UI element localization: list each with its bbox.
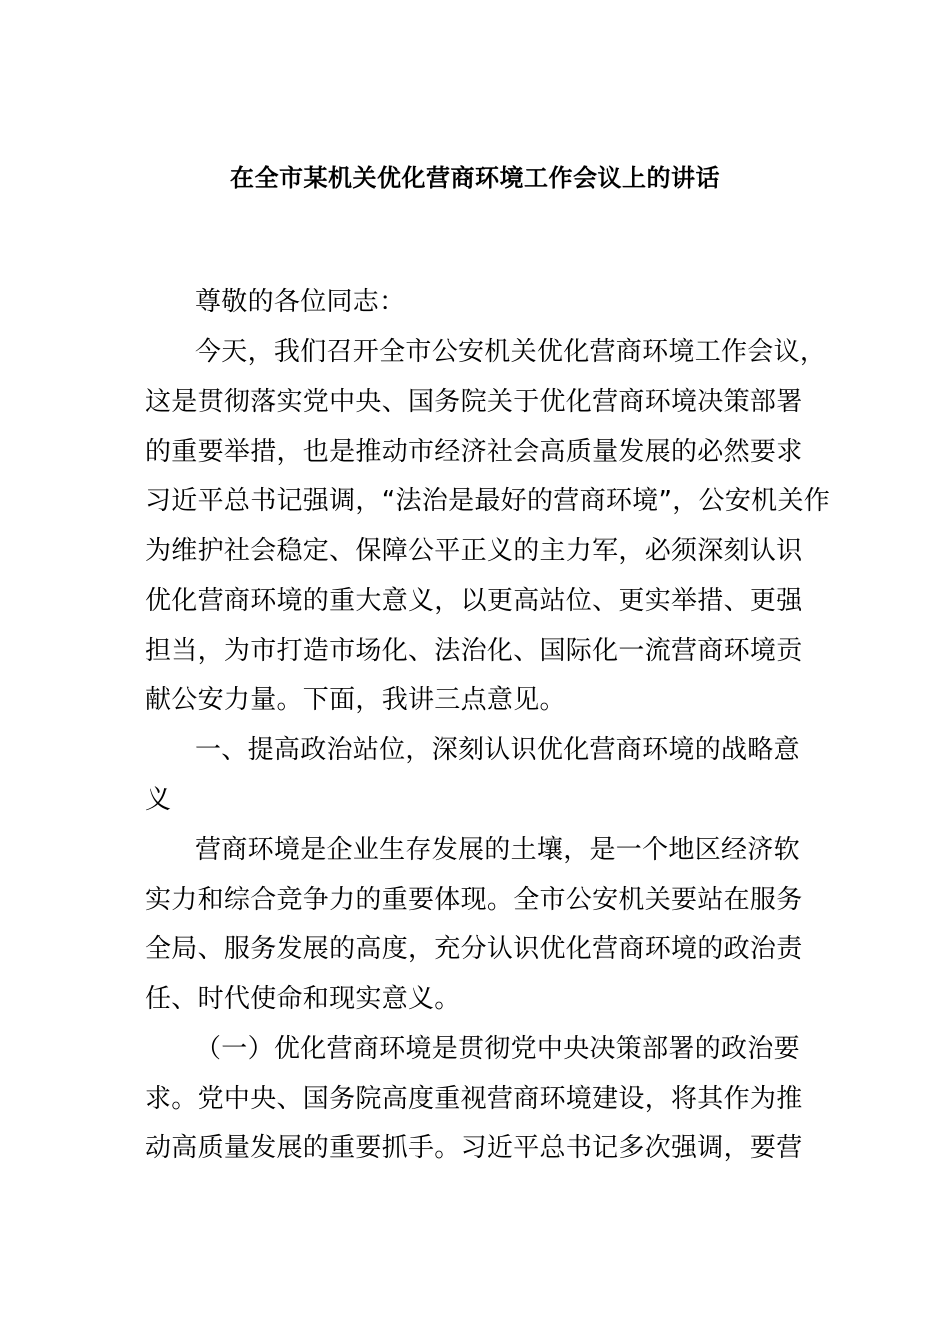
paragraph-line: 担当，为市打造市场化、法治化、国际化一流营商环境贡	[145, 636, 803, 666]
paragraph-line: 动高质量发展的重要抓手。习近平总书记多次强调，要营	[145, 1133, 803, 1163]
paragraph-line: 献公安力量。下面，我讲三点意见。	[145, 685, 566, 715]
document-title: 在全市某机关优化营商环境工作会议上的讲话	[230, 164, 720, 192]
paragraph-line: 为维护社会稳定、保障公平正义的主力军，必须深刻认识	[145, 536, 803, 566]
paragraph-line: 全局、服务发展的高度，充分认识优化营商环境的政治责	[145, 934, 803, 964]
paragraph-line: 这是贯彻落实党中央、国务院关于优化营商环境决策部署	[145, 387, 803, 417]
paragraph-line: 求。党中央、国务院高度重视营商环境建设，将其作为推	[145, 1084, 803, 1114]
paragraph-line: 实力和综合竞争力的重要体现。全市公安机关要站在服务	[145, 885, 803, 915]
subsection-heading: （一）优化营商环境是贯彻党中央决策部署的政治要	[195, 1034, 800, 1064]
section-heading: 义	[145, 785, 172, 815]
salutation: 尊敬的各位同志：	[195, 287, 406, 317]
paragraph-line: 营商环境是企业生存发展的土壤，是一个地区经济软	[195, 835, 800, 865]
paragraph-line: 任、时代使命和现实意义。	[145, 984, 461, 1014]
paragraph-line: 的重要举措，也是推动市经济社会高质量发展的必然要求	[145, 437, 803, 467]
section-heading: 一、提高政治站位，深刻认识优化营商环境的战略意	[195, 735, 800, 765]
paragraph-line: 习近平总书记强调，“法治是最好的营商环境”，公安机关作	[145, 486, 831, 516]
paragraph-line: 优化营商环境的重大意义，以更高站位、更实举措、更强	[145, 586, 803, 616]
paragraph-line: 今天，我们召开全市公安机关优化营商环境工作会议，	[195, 337, 827, 367]
